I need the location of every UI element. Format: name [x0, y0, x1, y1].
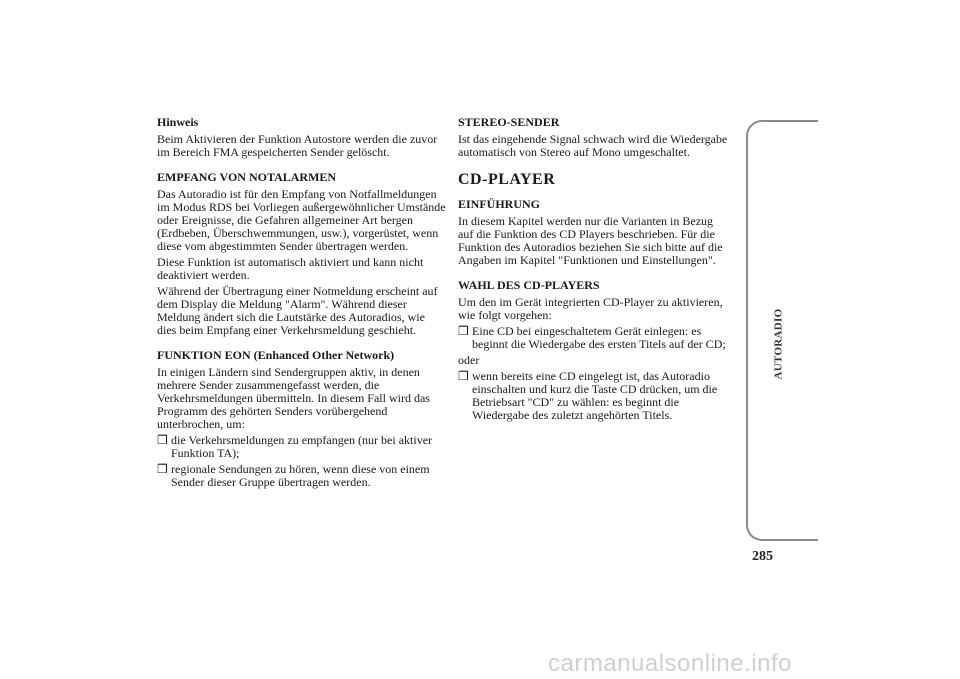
list-item-text: die Verkehrsmeldungen zu empfangen (nur bei aktiver Funktion TA);: [171, 433, 433, 460]
right-column: [458, 116, 730, 425]
checkbox-bullet-icon: ❒: [458, 369, 469, 383]
checkbox-bullet-icon: ❒: [157, 462, 168, 476]
list-item-text: Eine CD bei eingeschaltetem Gerät einlegen: es beginnt die Wiedergabe des ersten Titels auf der CD;: [472, 324, 726, 351]
watermark: carmanualsonline.info: [548, 650, 792, 677]
checkbox-bullet-icon: ❒: [458, 324, 469, 338]
notalarm-paragraph-1: Das Autoradio ist für den Empfang von Notfallmeldungen im Modus RDS bei Vorliegen außergewöhnlicher Umstände oder Ereignisse, die Gefahren allgemeiner Art bergen (Erdbeben, Überschwemmungen, usw.), vorgerüstet, wenn diese vom abgestimmten Sender übertragen werden.: [157, 187, 446, 253]
eon-paragraph: In einigen Ländern sind Sendergruppen aktiv, in denen mehrere Sender zusammengefasst werden, die Verkehrsmeldungen übermitteln. In diesem Fall wird das Programm des gehörten Senders vorübergehend unterbrochen, um:: [157, 365, 430, 431]
intro-text: In diesem Kapitel werden nur die Varianten in Bezug auf die Funktion des CD Players beschrieben. Für die Funktion des Autoradios beziehen Sie sich bitte auf die Angaben im Kapitel "Funktionen und Einstellungen".: [458, 214, 723, 267]
list-item: [458, 370, 730, 422]
notalarm-heading: EMPFANG VON NOTALARMEN: [157, 170, 337, 184]
stereo-heading: STEREO-SENDER: [458, 115, 560, 129]
stereo-text: Ist das eingehende Signal schwach wird die Wiedergabe automatisch von Stereo auf Mono umgeschaltet.: [458, 132, 728, 159]
wahl-heading: WAHL DES CD-PLAYERS: [458, 278, 600, 292]
checkbox-bullet-icon: ❒: [157, 433, 168, 447]
cd-player-heading: CD-PLAYER: [458, 171, 556, 188]
intro-heading: EINFÜHRUNG: [458, 197, 541, 211]
notalarm-paragraph-2: Diese Funktion ist automatisch aktiviert und kann nicht deaktiviert werden.: [157, 255, 424, 282]
hinweis-heading: Hinweis: [157, 115, 199, 129]
list-item: [157, 463, 447, 489]
eon-heading: FUNKTION EON (Enhanced Other Network): [157, 348, 395, 362]
list-item-text: wenn bereits eine CD eingelegt ist, das Autoradio einschalten und kurz die Taste CD drücken, um die Betriebsart "CD" zu wählen: es beginnt die Wiedergabe des zuletzt angehörten Titels.: [472, 369, 718, 422]
section-tab-label: AUTORADIO: [772, 308, 785, 380]
list-item: [458, 325, 730, 351]
section-tab: [748, 294, 808, 394]
page-number: 285: [752, 549, 773, 564]
list-item: [157, 434, 447, 460]
wahl-text: Um den im Gerät integrierten CD-Player zu aktivieren, wie folgt vorgehen:: [458, 295, 723, 322]
notalarm-paragraph-3: Während der Übertragung einer Notmeldung erscheint auf dem Display die Meldung "Alarm". Während dieser Meldung ändert sich die Lautstärke des Autoradios, wie dies beim Empfang einer Verkehrsmeldung geschieht.: [157, 284, 438, 337]
list-item-text: regionale Sendungen zu hören, wenn diese von einem Sender dieser Gruppe übertragen werden.: [171, 462, 430, 489]
hinweis-text: Beim Aktivieren der Funktion Autostore werden die zuvor im Bereich FMA gespeicherten Sender gelöscht.: [157, 132, 438, 159]
left-column: [157, 116, 447, 492]
wahl-or-text: oder: [458, 353, 480, 367]
